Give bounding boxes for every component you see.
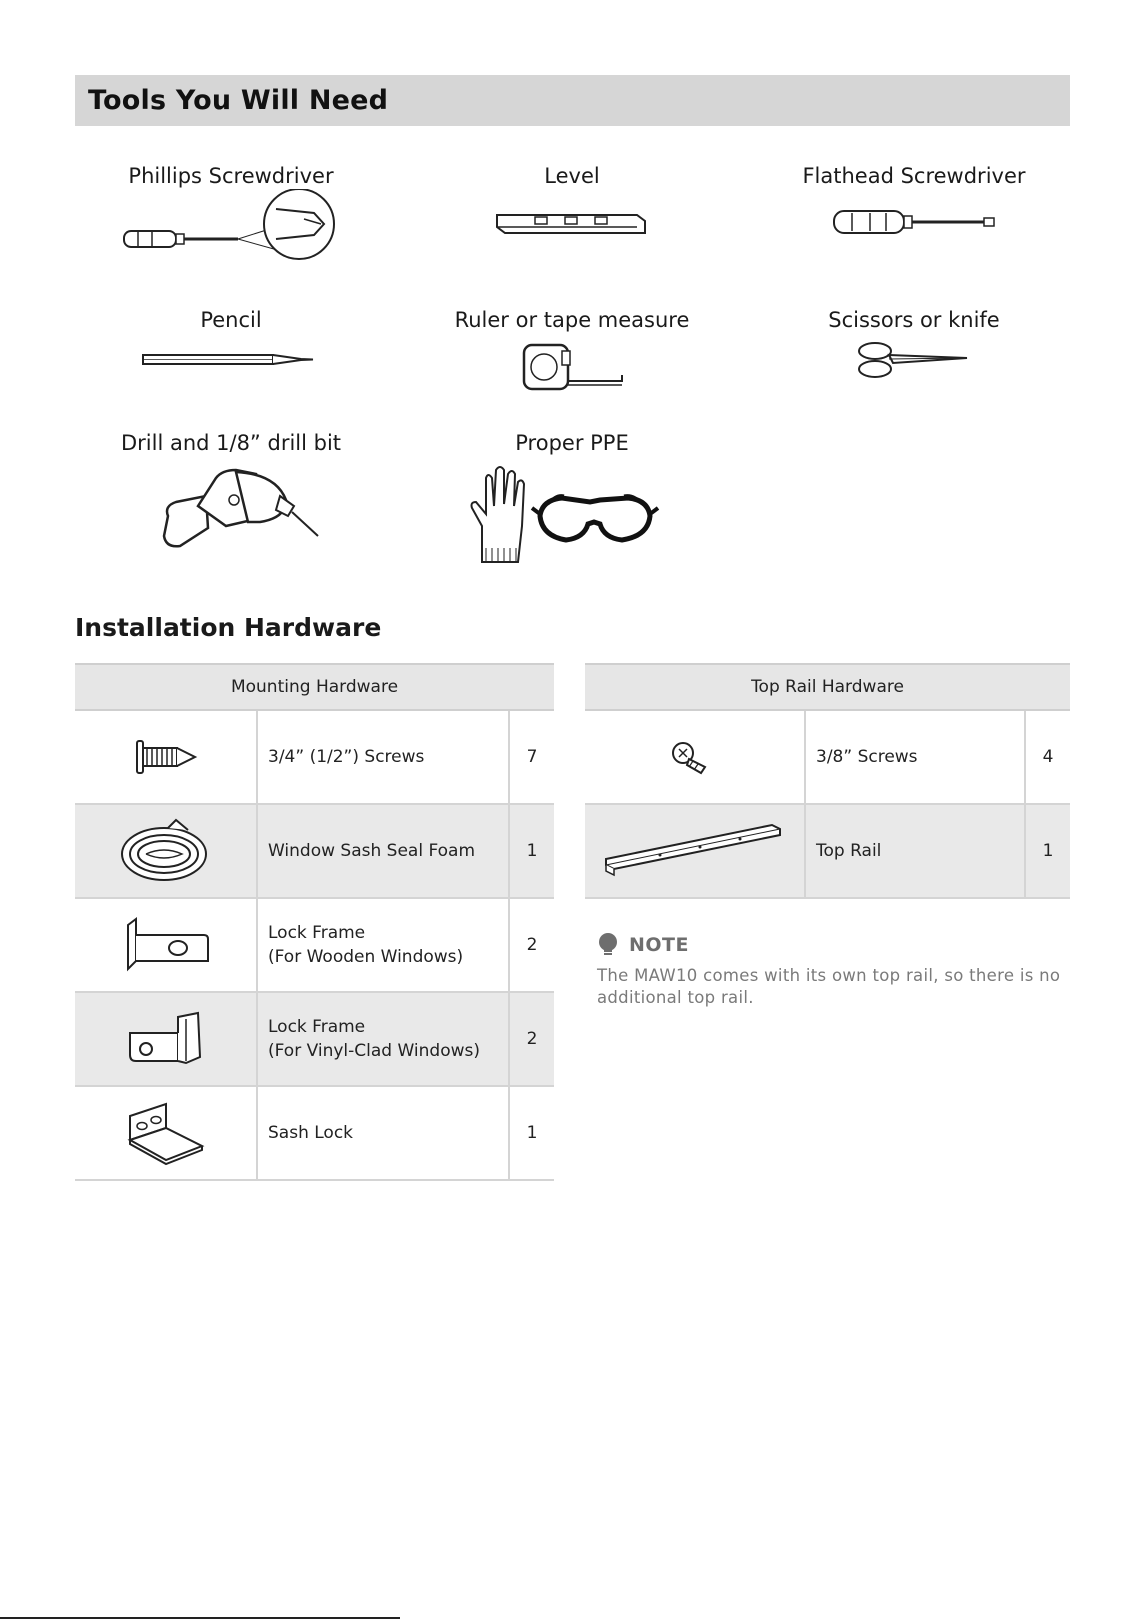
tool-label: Level (544, 164, 600, 188)
item-image (75, 710, 257, 804)
lock-frame-vinyl-icon (116, 1009, 216, 1069)
hardware-section-title: Installation Hardware (75, 613, 382, 642)
footer-divider (0, 1617, 400, 1619)
item-qty: 7 (509, 710, 554, 804)
tape-measure-icon (512, 333, 632, 395)
item-qty: 1 (509, 1086, 554, 1180)
item-name-line1: Lock Frame (268, 1017, 366, 1037)
item-name-line1: Lock Frame (268, 923, 366, 943)
item-image (585, 710, 805, 804)
tool-label: Proper PPE (515, 431, 629, 455)
mounting-hardware-header: Mounting Hardware (75, 664, 554, 710)
top-rail-hardware-table (585, 663, 1070, 899)
tool-label: Flathead Screwdriver (802, 164, 1026, 188)
ppe-icon (452, 456, 692, 566)
note-box (597, 933, 1067, 1009)
tools-section-header (75, 75, 1070, 126)
tool-drill (71, 430, 391, 561)
table-row (585, 710, 1070, 804)
glove-icon (472, 467, 525, 562)
tool-flathead-screwdriver (754, 163, 1074, 249)
item-name-line2: (For Wooden Windows) (268, 947, 464, 967)
item-image (75, 898, 257, 992)
item-qty: 4 (1025, 710, 1070, 804)
safety-glasses-icon (532, 496, 658, 540)
top-rail-icon (600, 821, 790, 881)
note-title: NOTE (629, 934, 689, 956)
tool-label: Ruler or tape measure (454, 308, 690, 332)
sash-lock-icon (116, 1098, 216, 1168)
tool-phillips-screwdriver (71, 163, 391, 274)
table-row (75, 710, 554, 804)
drill-icon (136, 456, 326, 561)
scissors-icon (849, 333, 979, 383)
item-qty: 2 (509, 898, 554, 992)
flathead-screwdriver-icon (824, 189, 1004, 249)
phillips-screwdriver-icon (116, 189, 346, 274)
level-icon (487, 189, 657, 249)
tool-scissors (754, 307, 1074, 383)
top-rail-hardware-header: Top Rail Hardware (585, 664, 1070, 710)
item-image (75, 804, 257, 898)
lock-frame-wooden-icon (116, 915, 216, 975)
item-name: Window Sash Seal Foam (257, 804, 509, 898)
table-row (585, 804, 1070, 898)
item-image (75, 992, 257, 1086)
item-name: 3/4” (1/2”) Screws (257, 710, 509, 804)
tool-level (412, 163, 732, 249)
tool-pencil (71, 307, 391, 378)
mounting-hardware-table (75, 663, 554, 1181)
foam-roll-icon (116, 816, 216, 886)
table-row (75, 804, 554, 898)
item-qty: 1 (1025, 804, 1070, 898)
tool-label: Phillips Screwdriver (128, 164, 334, 188)
tool-ppe (412, 430, 732, 566)
tool-label: Scissors or knife (828, 308, 1000, 332)
tools-section-title: Tools You Will Need (88, 85, 389, 116)
table-row (75, 1086, 554, 1180)
item-image (75, 1086, 257, 1180)
pencil-icon (131, 333, 331, 378)
screw-icon (131, 737, 201, 777)
tool-tape-measure (412, 307, 732, 395)
short-screw-icon (665, 737, 725, 777)
item-qty: 1 (509, 804, 554, 898)
table-row (75, 898, 554, 992)
item-name: 3/8” Screws (805, 710, 1025, 804)
lightbulb-icon (597, 933, 619, 957)
tool-label: Pencil (200, 308, 262, 332)
tool-label: Drill and 1/8” drill bit (120, 431, 342, 455)
item-image (585, 804, 805, 898)
table-row (75, 992, 554, 1086)
item-name (257, 992, 509, 1086)
item-name (257, 898, 509, 992)
item-name: Sash Lock (257, 1086, 509, 1180)
note-text: The MAW10 comes with its own top rail, so there is no additional top rail. (597, 966, 1061, 1007)
item-qty: 2 (509, 992, 554, 1086)
item-name-line2: (For Vinyl-Clad Windows) (268, 1041, 480, 1061)
item-name: Top Rail (805, 804, 1025, 898)
